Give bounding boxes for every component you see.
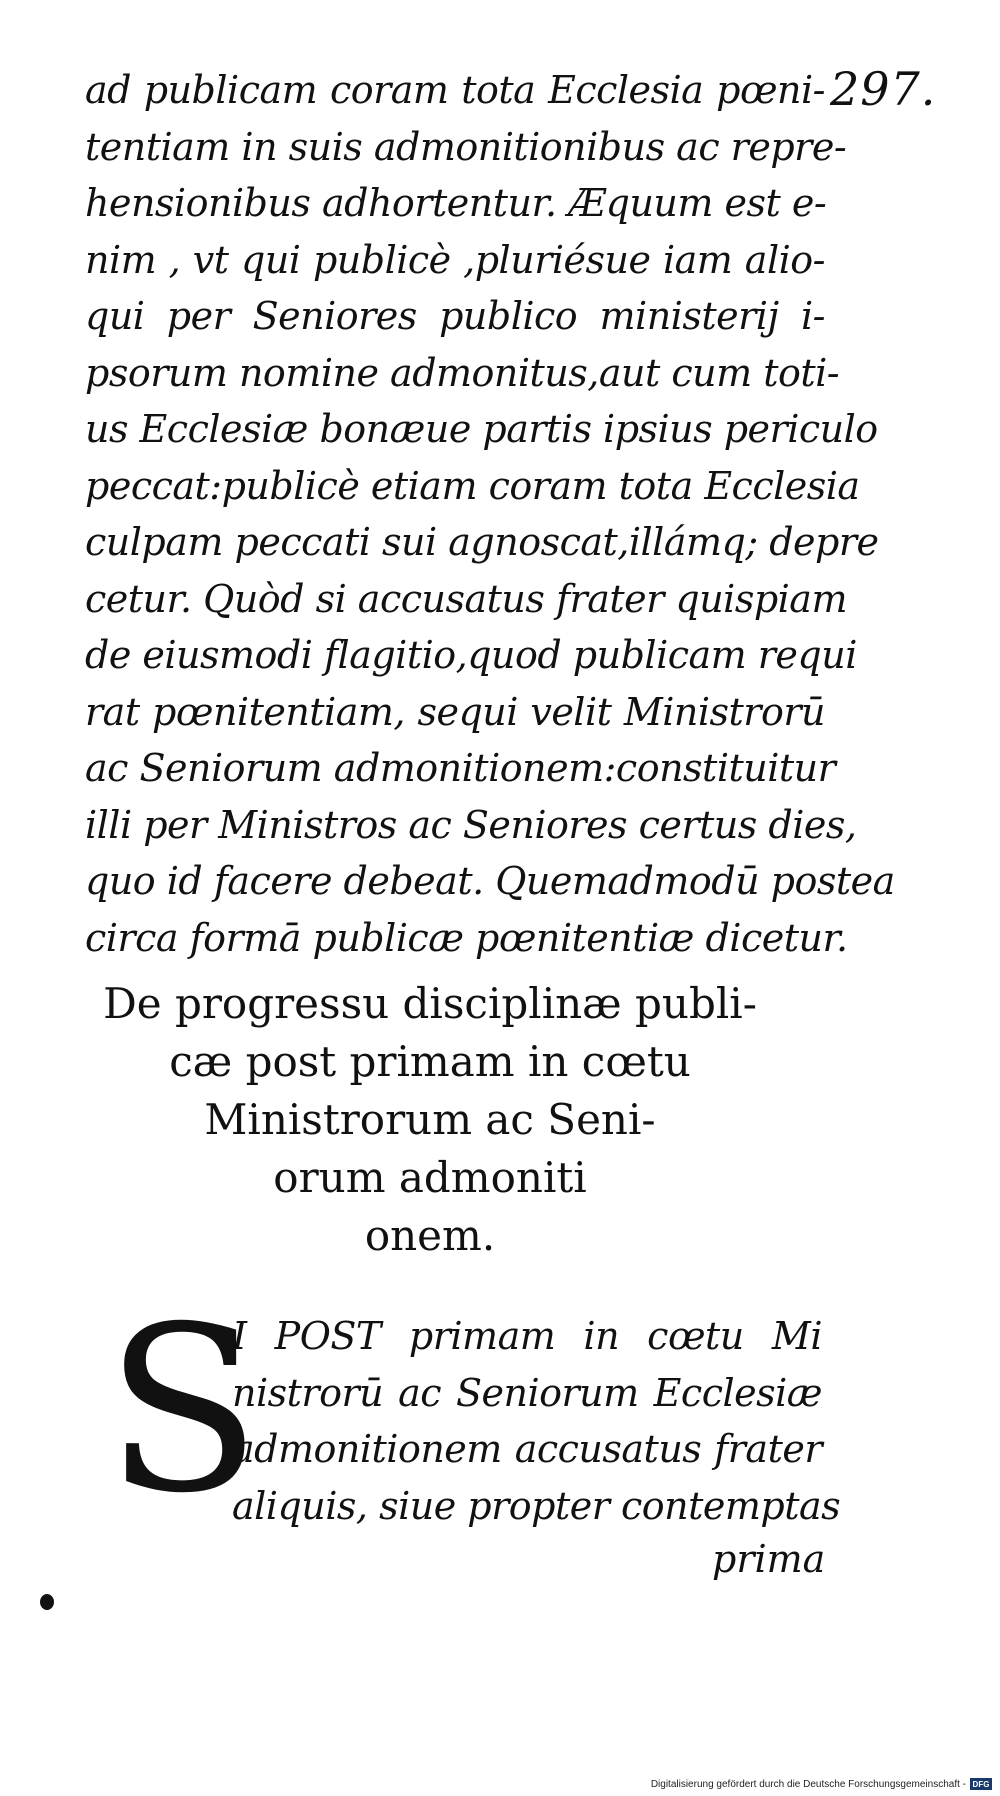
text-line: culpam peccati sui agnoscat,illámq; depre	[85, 520, 879, 564]
section-heading	[100, 975, 760, 1265]
text-line: tentiam in suis admonitionibus ac repre-	[85, 124, 847, 169]
text-line: circa formā publicæ pœnitentiæ dicetur.	[85, 915, 848, 960]
second-paragraph	[232, 1308, 841, 1534]
text-line: ac Seniorum admonitionem:constituitur	[85, 746, 836, 790]
digitization-footer	[651, 1778, 992, 1790]
text-line: admonitionem accusatus frater	[232, 1427, 822, 1471]
text-line: I POST primam in cœtu Mi	[232, 1314, 822, 1358]
text-line: ad publicam coram tota Ecclesia pœni-	[85, 68, 825, 112]
text-line: psorum nomine admonitus,aut cum toti-	[85, 350, 840, 395]
catchword: prima	[712, 1537, 826, 1581]
text-line: illi per Ministros ac Seniores certus dies,	[85, 802, 857, 847]
text-line: rat pœnitentiam, sequi velit Ministrorū	[85, 689, 825, 734]
footer-credit: Digitalisierung gefördert durch die Deutsche Forschungsgemeinschaft -	[650, 1778, 966, 1790]
text-line: de eiusmodi flagitio,quod publicam requi	[85, 633, 857, 677]
text-line: hensionibus adhortentur. Æquum est e-	[85, 181, 827, 225]
ink-speck	[40, 1594, 54, 1610]
drop-cap-initial: S	[105, 1277, 262, 1543]
text-line: peccat:publicè etiam coram tota Ecclesia	[85, 463, 860, 508]
text-line: nistrorū ac Seniorum Ecclesiæ	[232, 1370, 822, 1415]
heading-line: orum admoniti	[273, 1153, 587, 1202]
text-line: qui per Seniores publico ministerij i-	[85, 294, 825, 338]
heading-line: Ministrorum ac Seni-	[204, 1095, 656, 1144]
dfg-logo-icon: DFG	[970, 1778, 992, 1790]
heading-line: De progressu disciplinæ publi-	[103, 979, 757, 1028]
heading-line: onem.	[364, 1211, 496, 1260]
text-line: cetur. Quòd si accusatus frater quispiam	[85, 576, 847, 621]
heading-line: cæ post primam in cœtu	[169, 1037, 691, 1086]
text-line: nim , vt qui publicè ,pluriésue iam alio-	[85, 237, 825, 282]
page-number: 297.	[830, 62, 937, 116]
text-line: aliquis, siue propter contemptas	[232, 1483, 841, 1528]
text-line: us Ecclesiæ bonæue partis ipsius periculo	[85, 407, 878, 451]
text-line: quo id facere debeat. Quemadmodū postea	[85, 859, 895, 903]
